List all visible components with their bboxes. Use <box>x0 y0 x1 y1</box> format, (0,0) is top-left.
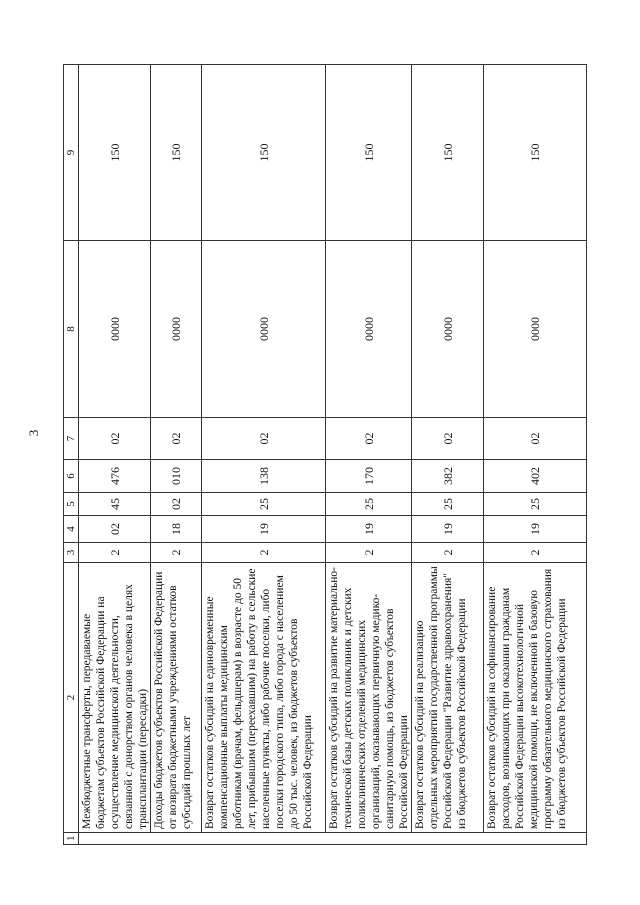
cell: 25 <box>326 493 412 516</box>
row-description: Доходы бюджетов субъектов Российской Федерации от возврата бюджетными учреждениями остатков субсидий прошлых лет <box>151 563 202 833</box>
cell: 02 <box>151 418 202 460</box>
table-row <box>79 65 151 845</box>
cell: 02 <box>484 418 587 460</box>
header-cell: 9 <box>64 65 79 241</box>
header-cell: 7 <box>64 418 79 460</box>
cell: 138 <box>202 460 326 493</box>
row-description: Межбюджетные трансферты, передаваемые бюджетам субъектов Российской Федерации на осуществление медицинской деятельности, связанной с донорством органов человека в целях трансплантации (пересадки) <box>79 563 151 833</box>
cell: 2 <box>326 543 412 563</box>
cell: 19 <box>202 516 326 543</box>
cell: 010 <box>151 460 202 493</box>
cell: 02 <box>151 493 202 516</box>
header-cell: 6 <box>64 460 79 493</box>
cell: 02 <box>79 516 151 543</box>
cell: 0000 <box>202 241 326 418</box>
cell: 19 <box>484 516 587 543</box>
cell: 19 <box>326 516 412 543</box>
header-cell: 3 <box>64 543 79 563</box>
cell: 150 <box>151 65 202 241</box>
row-description: Возврат остатков субсидий на единовременные компенсационные выплаты медицинским работникам (врачам, фельдшерам) в возрасте до 50 лет, прибывшим (переехавшим) на работу в сельские населенные пункты, либо рабочие поселки, либо поселки городского типа, либо города с населением до 50 тыс. человек, из бюджетов субъектов Российской Федерации <box>202 563 326 833</box>
cell: 02 <box>412 418 484 460</box>
cell: 170 <box>326 460 412 493</box>
cell: 2 <box>202 543 326 563</box>
cell: 19 <box>412 516 484 543</box>
cell: 02 <box>326 418 412 460</box>
cell: 0000 <box>79 241 151 418</box>
budget-codes-table <box>63 64 587 845</box>
header-cell: 8 <box>64 241 79 418</box>
cell: 25 <box>412 493 484 516</box>
cell: 0000 <box>412 241 484 418</box>
cell: 2 <box>151 543 202 563</box>
cell: 02 <box>202 418 326 460</box>
cell: 18 <box>151 516 202 543</box>
table-row <box>412 65 484 845</box>
cell: 2 <box>412 543 484 563</box>
cell: 476 <box>79 460 151 493</box>
cell: 0000 <box>151 241 202 418</box>
cell: 150 <box>79 65 151 241</box>
cell: 150 <box>484 65 587 241</box>
cell: 150 <box>202 65 326 241</box>
rotated-table-container <box>63 65 580 845</box>
header-cell: 5 <box>64 493 79 516</box>
header-cell: 4 <box>64 516 79 543</box>
cell: 2 <box>484 543 587 563</box>
table-row <box>151 65 202 845</box>
cell: 2 <box>79 543 151 563</box>
cell: 25 <box>484 493 587 516</box>
table-row <box>326 65 412 845</box>
cell: 45 <box>79 493 151 516</box>
table-header-row <box>64 65 79 845</box>
page-number: 3 <box>26 429 41 437</box>
cell: 25 <box>202 493 326 516</box>
row-description: Возврат остатков субсидий на софинансирование расходов, возникающих при оказании гражданам Российской Федерации высокотехнологичной медицинской помощи, не включенной в базовую программу обязательного медицинского страхования из бюджетов субъектов Российской Федерации <box>484 563 587 833</box>
table-row <box>484 65 587 845</box>
cell: 402 <box>484 460 587 493</box>
header-cell: 2 <box>64 563 79 833</box>
cell: 150 <box>326 65 412 241</box>
cell: 150 <box>412 65 484 241</box>
cell: 382 <box>412 460 484 493</box>
cell: 0000 <box>484 241 587 418</box>
cell: 02 <box>79 418 151 460</box>
table-row <box>202 65 326 845</box>
row-description: Возврат остатков субсидий на реализацию отдельных мероприятий государственной программы Российской Федерации "Развитие здравоохранения" из бюджетов субъектов Российской Федерации <box>412 563 484 833</box>
empty-cell <box>79 833 587 845</box>
cell: 0000 <box>326 241 412 418</box>
row-description: Возврат остатков субсидий на развитие материально-технической базы детских поликлиник и детских поликлинических отделений медицинских организаций, оказывающих первичную медико-санитарную помощь, из бюджетов субъектов Российской Федерации <box>326 563 412 833</box>
header-cell: 1 <box>64 833 79 845</box>
